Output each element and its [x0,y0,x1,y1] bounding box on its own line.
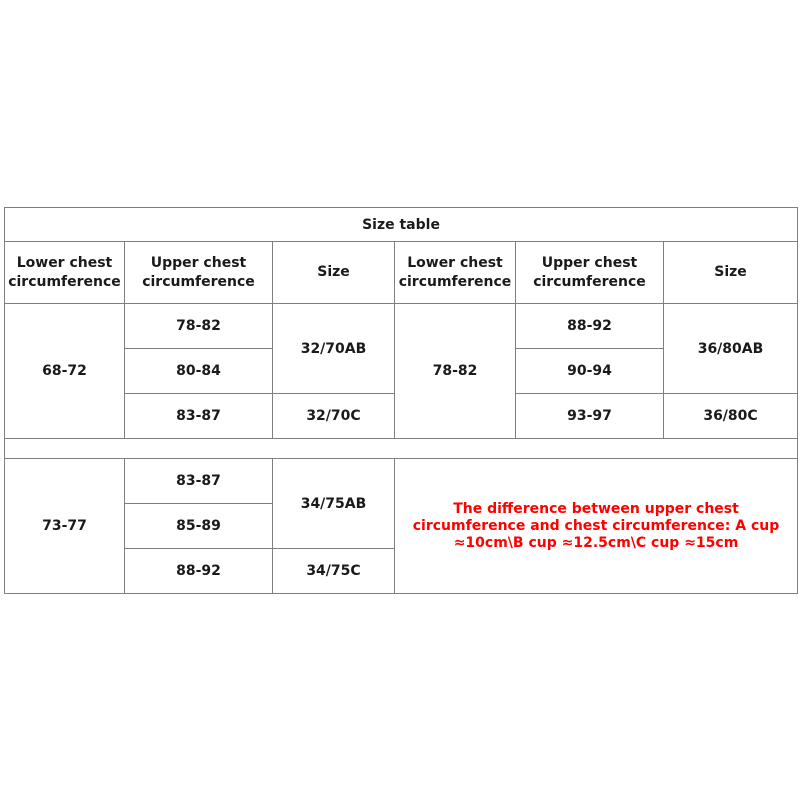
header-row [5,242,798,304]
header-label: Lower chest circumference [8,254,121,290]
upper-chest-cell: 90-94 [516,349,664,394]
header-size-left [273,242,395,304]
upper-chest-cell: 93-97 [516,394,664,439]
size-table [4,207,798,594]
table-title: Size table [5,208,798,242]
header-label: Size [714,264,747,280]
lower-chest-cell: 78-82 [395,304,516,439]
upper-chest-cell: 78-82 [125,304,273,349]
table-row [5,459,798,504]
upper-chest-cell: 88-92 [516,304,664,349]
size-cell: 32/70C [273,394,395,439]
header-upper-chest-right [516,242,664,304]
lower-chest-cell: 68-72 [5,304,125,439]
lower-chest-cell: 73-77 [5,459,125,594]
upper-chest-cell: 80-84 [125,349,273,394]
header-label: Lower chest circumference [398,254,512,290]
header-upper-chest-left [125,242,273,304]
upper-chest-cell: 88-92 [125,549,273,594]
spacer-row [5,439,798,459]
size-cell: 34/75AB [273,459,395,549]
size-cell: 34/75C [273,549,395,594]
size-cell: 32/70AB [273,304,395,394]
header-label: Upper chest circumference [533,254,646,290]
header-size-right [664,242,798,304]
title-row [5,208,798,242]
upper-chest-cell: 83-87 [125,394,273,439]
header-label: Upper chest circumference [142,254,255,290]
spacer-cell [5,439,798,459]
upper-chest-cell: 85-89 [125,504,273,549]
size-cell: 36/80C [664,394,798,439]
cup-difference-note: The difference between upper chest circumference and chest circumference: A cup ≈10cm\B cup ≈12.5cm\C cup ≈15cm [395,459,798,594]
header-lower-chest-left [5,242,125,304]
upper-chest-cell: 83-87 [125,459,273,504]
header-lower-chest-right [395,242,516,304]
table-row [5,304,798,349]
size-cell: 36/80AB [664,304,798,394]
header-label: Size [317,264,350,280]
